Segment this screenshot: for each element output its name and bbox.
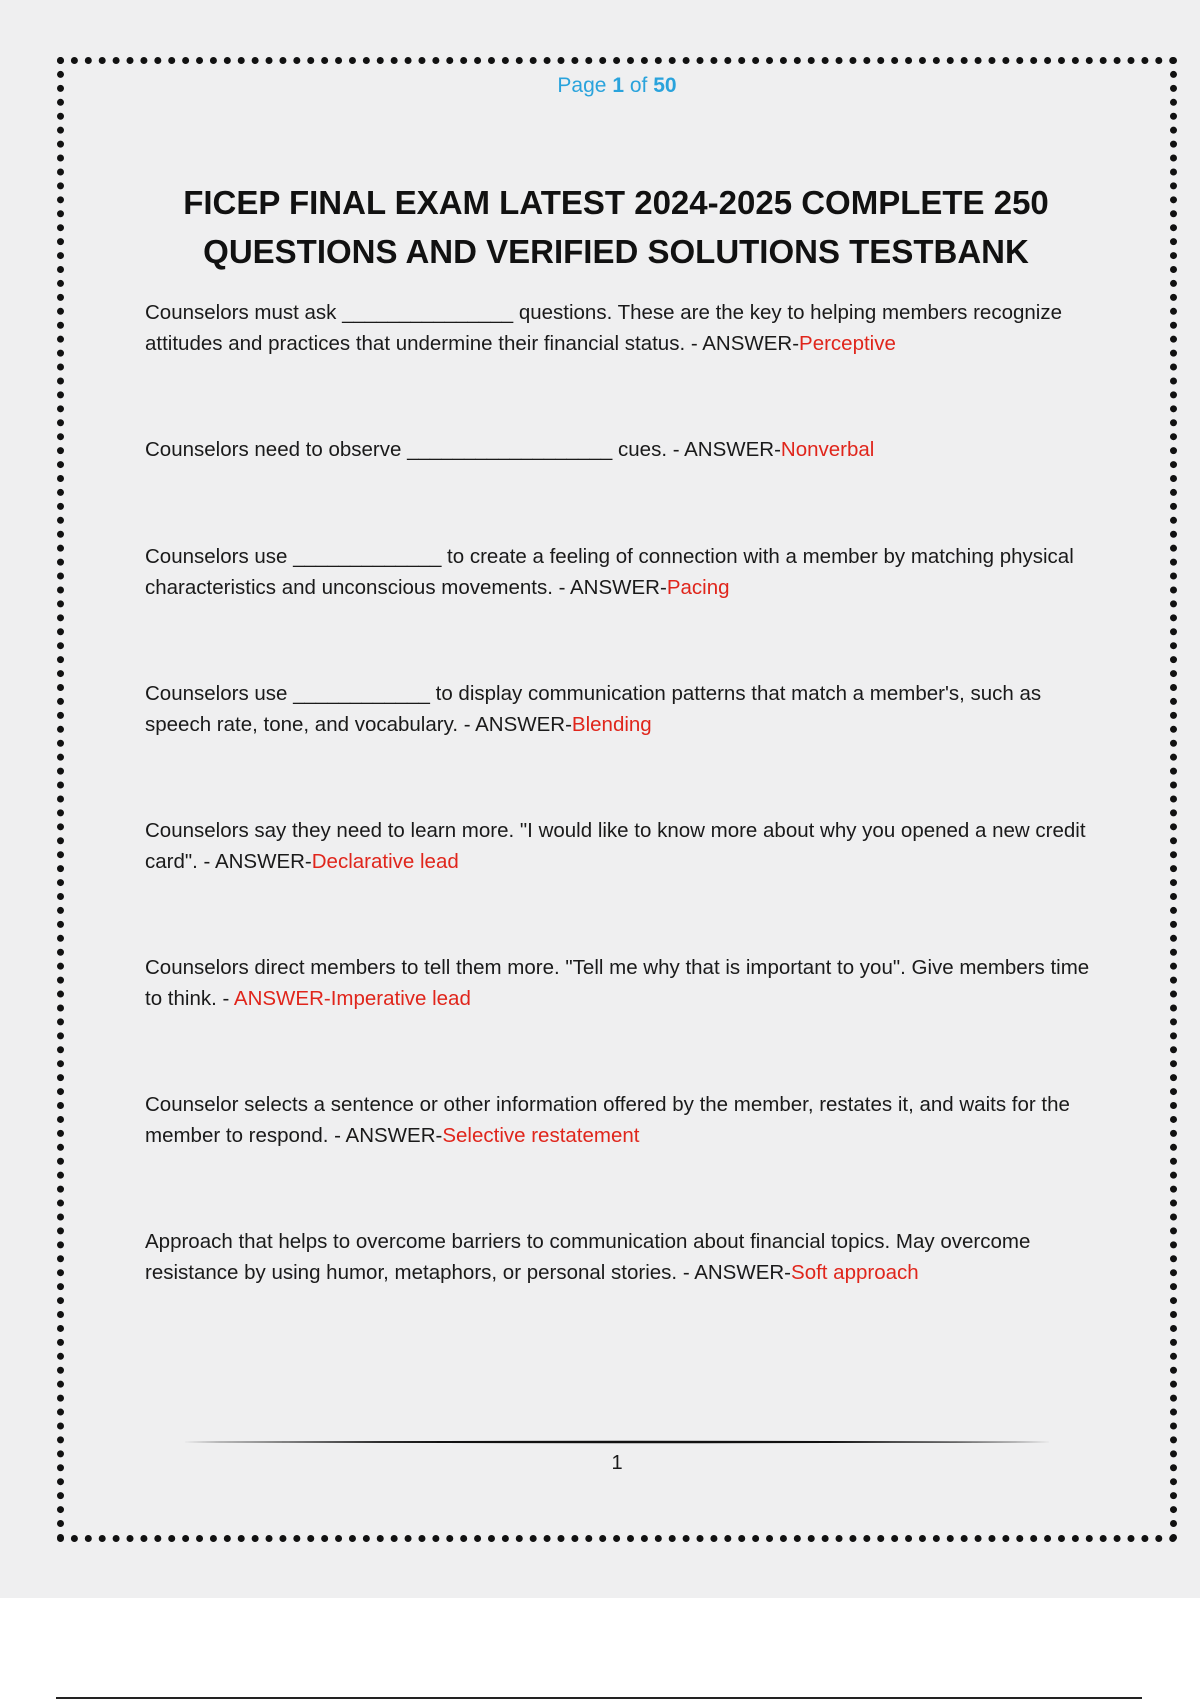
question-item-8	[145, 1226, 1090, 1288]
current-page-number: 1	[612, 74, 624, 97]
footer-page-number: 1	[611, 1452, 623, 1474]
next-page-top-rule	[56, 1697, 1142, 1699]
dotted-page-border	[57, 57, 1177, 1542]
question-item-7	[145, 1089, 1090, 1151]
document-title	[145, 178, 1087, 276]
answer-text: Perceptive	[799, 332, 896, 355]
answer-text: Soft approach	[791, 1261, 919, 1284]
footer-divider-line	[183, 1440, 1051, 1444]
answer-text: Selective restatement	[442, 1124, 640, 1147]
question-item-6	[145, 952, 1090, 1014]
question-text: Counselors must ask _______________ questions. These are the key to helping members recognize attitudes and practices that undermine their financial status. - ANSWER-	[145, 301, 1062, 355]
question-item-4	[145, 678, 1090, 740]
answer-text: Pacing	[666, 576, 730, 599]
question-text: Counselor selects a sentence or other information offered by the member, restates it, and waits for the member to respond. - ANSWER-	[145, 1093, 1070, 1147]
question-text: Counselors direct members to tell them more. "Tell me why that is important to you". Give members time to think. -	[145, 956, 1090, 1010]
footer-divider-shape	[183, 1441, 1051, 1444]
question-item-3	[145, 541, 1090, 603]
question-text: Counselors need to observe __________________ cues. - ANSWER-	[145, 438, 781, 461]
question-item-1	[145, 297, 1090, 359]
question-text: Counselors use ____________ to display communication patterns that match a member's, such as speech rate, tone, and vocabulary. - ANSWER-	[145, 682, 1042, 736]
answer-text: ANSWER-Imperative lead	[233, 987, 471, 1010]
question-item-5	[145, 815, 1090, 877]
question-text: Approach that helps to overcome barriers to communication about financial topics. May overcome resistance by using humor, metaphors, or personal stories. - ANSWER-	[145, 1230, 1031, 1284]
page-word: Page	[557, 74, 607, 97]
answer-text: Blending	[571, 713, 652, 736]
page-counter	[0, 74, 1200, 98]
question-text: Counselors use _____________ to create a feeling of connection with a member by matching physical characteristics and unconscious movements. - ANSWER-	[145, 545, 1074, 599]
question-item-2	[145, 434, 1090, 465]
total-pages-number: 50	[653, 74, 677, 97]
document-title-line-1: FICEP FINAL EXAM LATEST 2024-2025 COMPLETE 250	[183, 184, 1049, 221]
of-word: of	[629, 74, 648, 97]
answer-text: Declarative lead	[311, 850, 459, 873]
answer-text: Nonverbal	[780, 438, 875, 461]
document-title-line-2: QUESTIONS AND VERIFIED SOLUTIONS TESTBANK	[203, 233, 1029, 270]
question-text: Counselors say they need to learn more. "I would like to know more about why you opened a new credit card". - ANSWER-	[145, 819, 1086, 873]
